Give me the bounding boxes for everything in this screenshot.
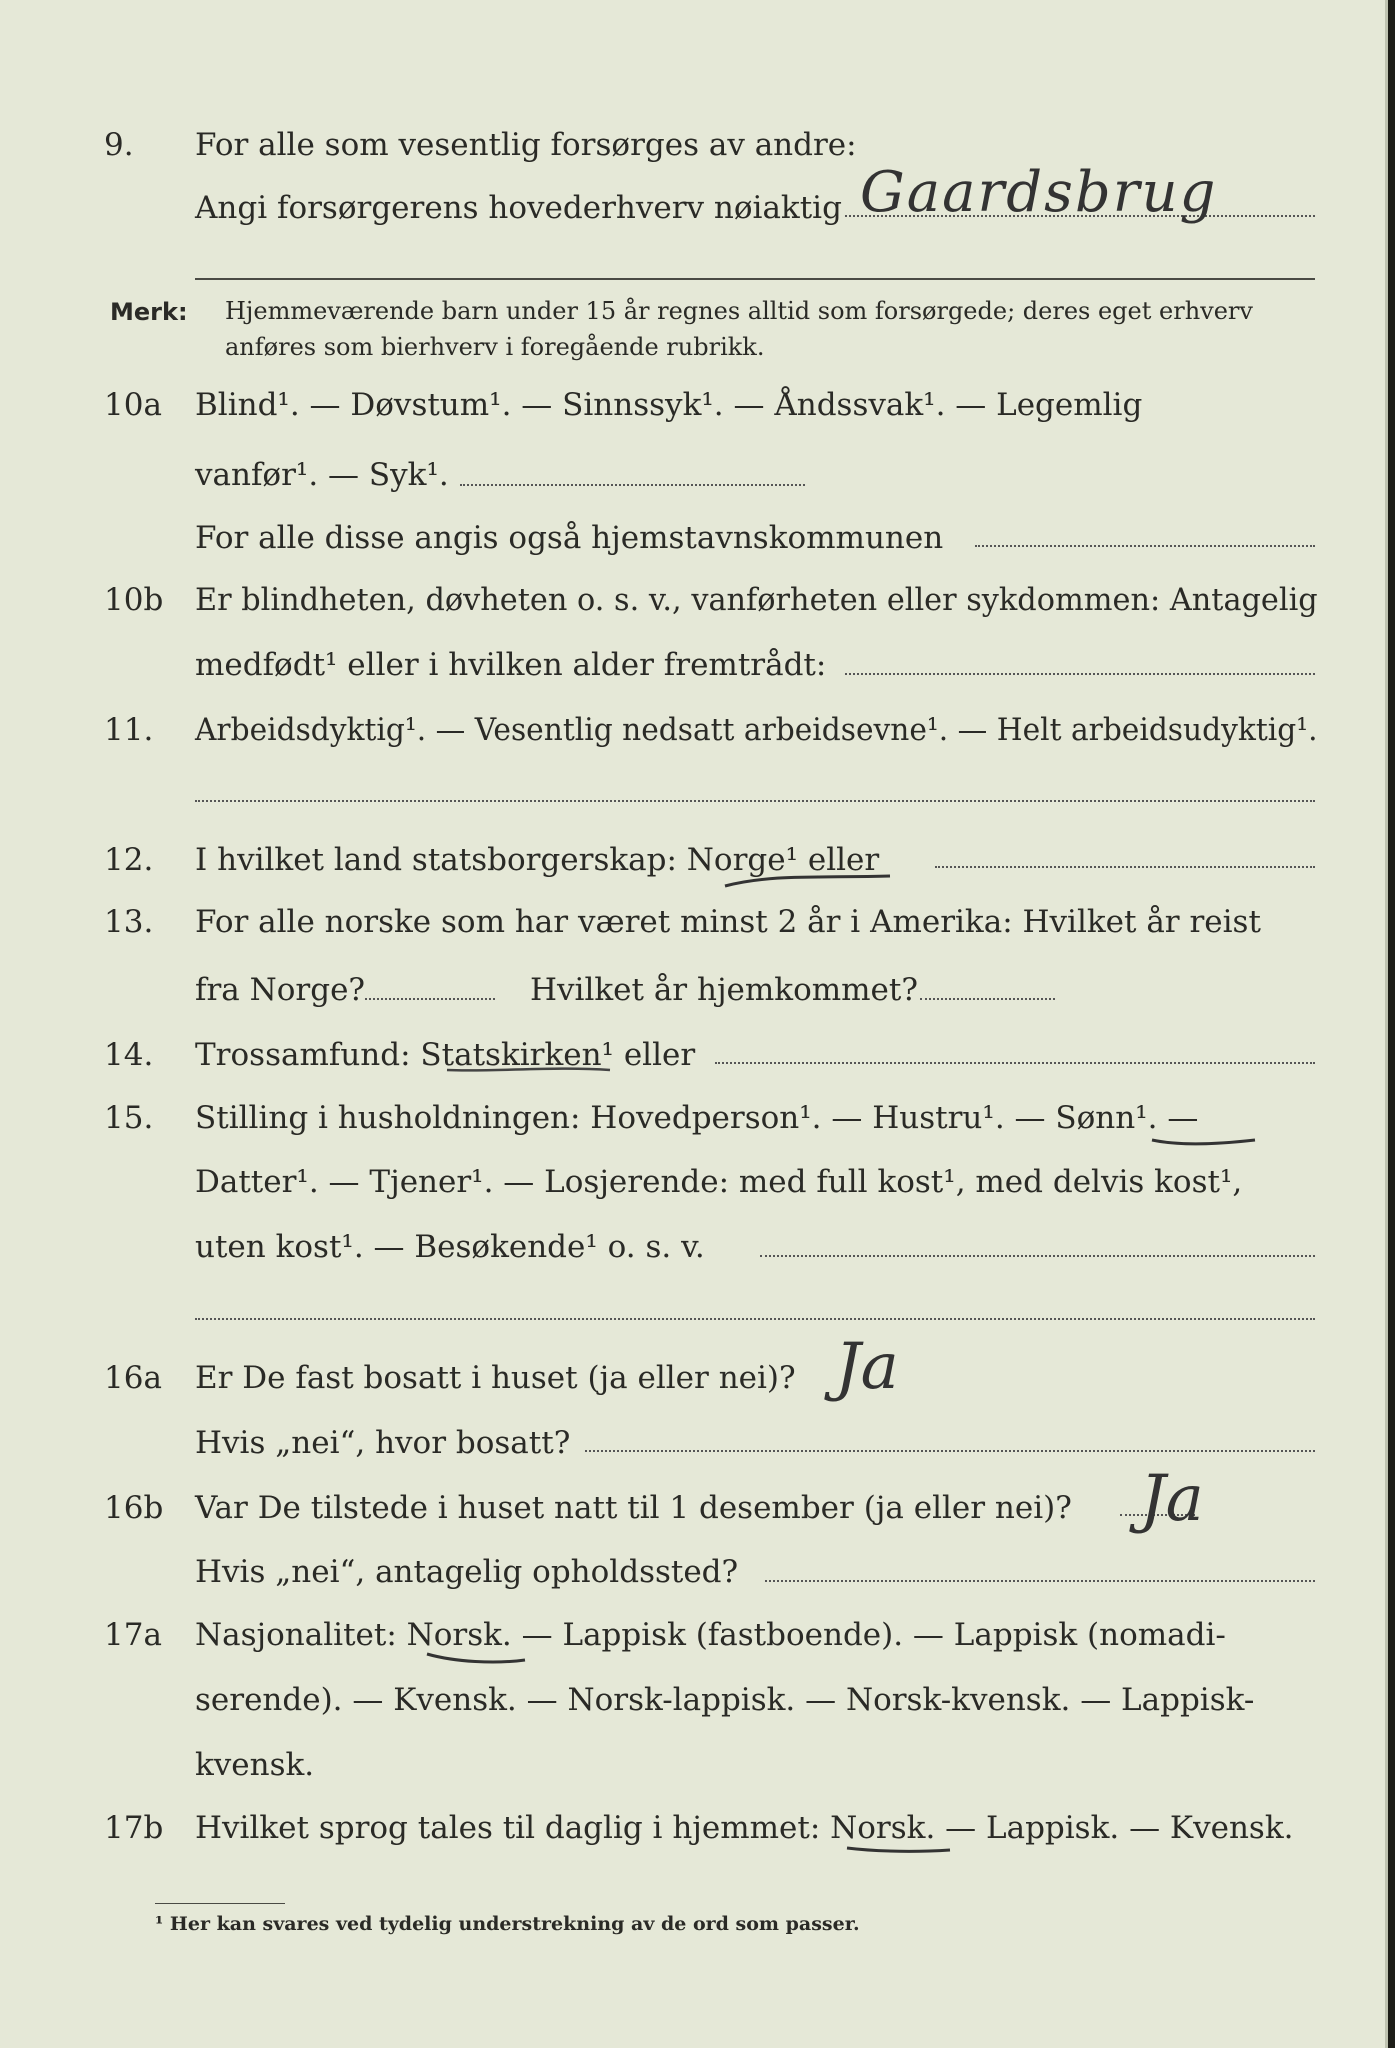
- q16a-line2: Hvis „nei“, hvor bosatt?: [195, 1425, 571, 1461]
- q16b-opholdssted-line: [765, 1580, 1315, 1582]
- q16a-bosatt-line: [585, 1450, 1315, 1452]
- q11-answer-line: [195, 800, 1315, 802]
- q9-line1: For alle som vesentlig forsørges av andre:: [195, 127, 857, 163]
- q15-line3: uten kost¹. — Besøkende¹ o. s. v.: [195, 1229, 705, 1265]
- q14-answer-line: [715, 1062, 1315, 1064]
- q17b-number: 17b: [104, 1810, 164, 1846]
- q10b-line1: Er blindheten, døvheten o. s. v., vanførheten eller sykdommen: Antagelig: [195, 582, 1318, 618]
- q10a-line1: Blind¹. — Døvstum¹. — Sinnssyk¹. — Åndssvak¹. — Legemlig: [195, 387, 1143, 423]
- q13-hjemkommet-line: [920, 998, 1055, 1000]
- q12-answer-line: [935, 866, 1315, 868]
- q13-reist-line: [365, 998, 495, 1000]
- q10b-line2: medfødt¹ eller i hvilken alder fremtrådt:: [195, 647, 827, 683]
- q12-norge-underline: [720, 872, 900, 892]
- merk-label: Merk:: [110, 298, 188, 326]
- q16a-line1: Er De fast bosatt i huset (ja eller nei)?: [195, 1360, 796, 1396]
- q9-number: 9.: [104, 127, 134, 163]
- q14-statskirken-underline: [445, 1062, 615, 1078]
- q17a-number: 17a: [104, 1617, 162, 1653]
- q10a-line2: vanfør¹. — Syk¹.: [195, 457, 449, 493]
- q13-line1: For alle norske som har været minst 2 år i Amerika: Hvilket år reist: [195, 904, 1261, 940]
- q10a-number: 10a: [104, 387, 162, 423]
- q12-number: 12.: [104, 842, 154, 878]
- q15-answer-line: [760, 1255, 1315, 1257]
- q17a-line1: Nasjonalitet: Norsk. — Lappisk (fastboende). — Lappisk (nomadi-: [195, 1617, 1226, 1653]
- q16b-handwritten-answer: Ja: [1140, 1462, 1204, 1536]
- q17b-norsk-underline: [845, 1842, 955, 1858]
- q14-number: 14.: [104, 1037, 154, 1073]
- q9-line2: Angi forsørgerens hovederhverv nøiaktig: [195, 190, 842, 226]
- q16b-line1: Var De tilstede i huset natt til 1 desember (ja eller nei)?: [195, 1490, 1072, 1526]
- q15-line2: Datter¹. — Tjener¹. — Losjerende: med full kost¹, med delvis kost¹,: [195, 1164, 1243, 1200]
- q16b-line2: Hvis „nei“, antagelig opholdssted?: [195, 1554, 739, 1590]
- q16a-number: 16a: [104, 1360, 162, 1396]
- q15-blank-line: [195, 1318, 1315, 1320]
- q9-blank-line: [195, 278, 1315, 280]
- q17a-line3: kvensk.: [195, 1747, 315, 1783]
- q10a-line3: For alle disse angis også hjemstavnskommunen: [195, 520, 944, 556]
- q15-line1: Stilling i husholdningen: Hovedperson¹. — Hustru¹. — Sønn¹. —: [195, 1100, 1199, 1136]
- merk-line2: anføres som bierhverv i foregående rubrikk.: [225, 333, 765, 361]
- q17a-line2: serende). — Kvensk. — Norsk-lappisk. — Norsk-kvensk. — Lappisk-: [195, 1682, 1255, 1718]
- q13-line2b: Hvilket år hjemkommet?: [530, 972, 918, 1008]
- footnote-rule: [155, 1903, 285, 1904]
- q11-line1: Arbeidsdyktig¹. — Vesentlig nedsatt arbeidsevne¹. — Helt arbeidsudyktig¹.: [195, 712, 1318, 748]
- q13-line2a: fra Norge?: [195, 972, 366, 1008]
- q9-handwritten-answer: Gaardsbrug: [860, 160, 1218, 225]
- q15-number: 15.: [104, 1100, 154, 1136]
- q10b-answer-line: [845, 673, 1315, 675]
- q10a-kommune-line: [975, 545, 1315, 547]
- q15-sonn-underline: [1150, 1134, 1260, 1150]
- q16b-number: 16b: [104, 1490, 164, 1526]
- q10a-syk-line: [460, 484, 805, 486]
- q10b-number: 10b: [104, 582, 164, 618]
- q14-line1: Trossamfund: Statskirken¹ eller: [195, 1037, 696, 1073]
- q17b-line1: Hvilket sprog tales til daglig i hjemmet: Norsk. — Lappisk. — Kvensk.: [195, 1810, 1294, 1846]
- footnote-text: ¹ Her kan svares ved tydelig understrekning av de ord som passer.: [155, 1913, 860, 1935]
- q11-number: 11.: [104, 712, 154, 748]
- q13-number: 13.: [104, 904, 154, 940]
- q17a-norsk-underline: [425, 1650, 535, 1668]
- q16a-handwritten-answer: Ja: [835, 1330, 899, 1404]
- q12-line1: I hvilket land statsborgerskap: Norge¹ eller: [195, 842, 880, 878]
- merk-line1: Hjemmeværende barn under 15 år regnes alltid som forsørgede; deres eget erhverv: [225, 297, 1253, 325]
